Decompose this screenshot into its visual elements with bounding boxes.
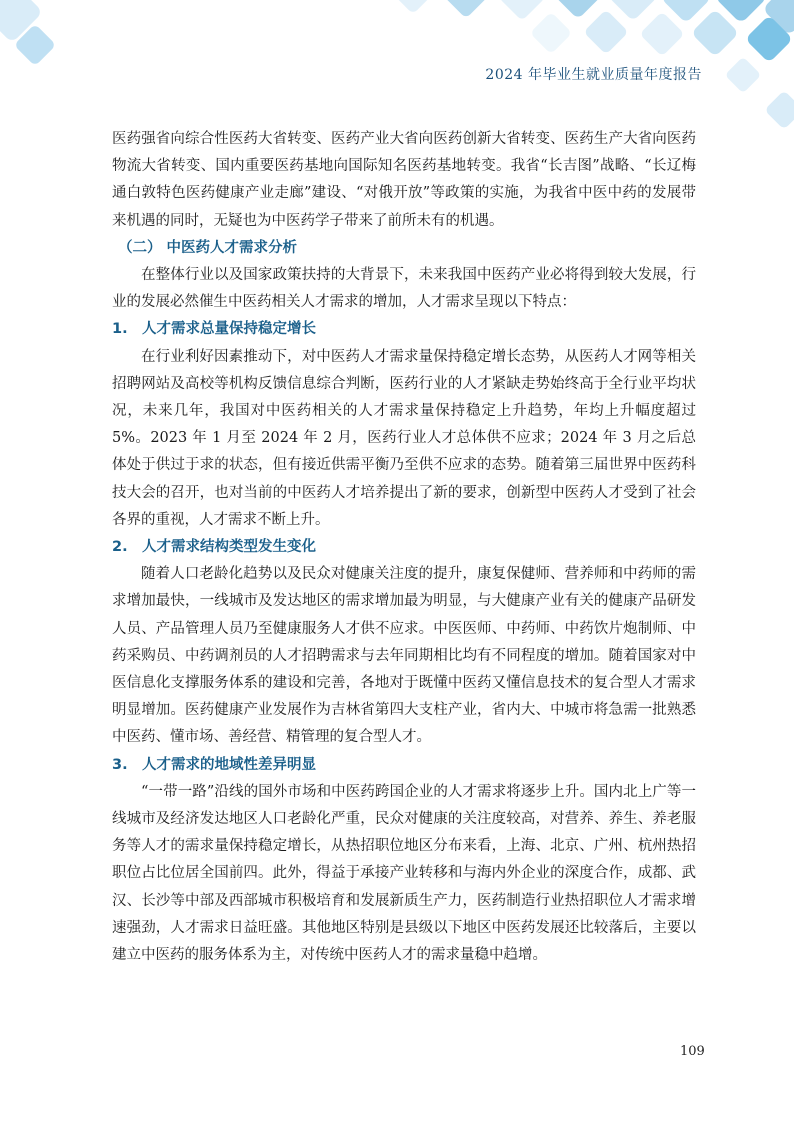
paragraph-overview: 在整体行业以及国家政策扶持的大背景下，未来我国中医药产业必将得到较大发展，行业的发展必然催生中医药相关人才需求的增加，人才需求呈现以下特点： (112, 267, 696, 311)
section-heading-talent-demand: （二） 中医药人才需求分析 (118, 239, 298, 256)
subheading-3-number: 3. (112, 756, 128, 773)
subheading-2 (112, 534, 696, 561)
subheading-3-text: 人才需求的地域性差异明显 (142, 756, 316, 773)
subheading-2-text: 人才需求结构类型发生变化 (142, 539, 316, 556)
page-number: 109 (680, 1044, 705, 1059)
subheading-1-text: 人才需求总量保持稳定增长 (142, 321, 316, 338)
report-header-title: 2024 年毕业生就业质量年度报告 (485, 67, 702, 83)
paragraph-intro-continued: 医药强省向综合性医药大省转变、医药产业大省向医药创新大省转变、医药生产大省向医药物流大省转变、国内重要医药基地向国际知名医药基地转变。我省“长吉图”战略、“长辽梅通白敦特色医药健康产业走廊”建设、“对俄开放”等政策的实施，为我省中医中药的发展带来机遇的同时，无疑也为中医药学子带来了前所未有的机遇。 (112, 131, 696, 229)
paragraph-total-demand: 在行业利好因素推动下，对中医药人才需求量保持稳定增长态势，从医药人才网等相关招聘网站及高校等机构反馈信息综合判断，医药行业的人才紧缺走势始终高于全行业平均状况，未来几年，我国对中医药相关的人才需求量保持稳定上升趋势，年均上升幅度超过 5%。2023 年 1 月至 2024 年 2 月，医药行业人才总体供不应求；2024 年 3 月之后总体处于供过于求的状态，但有接近供需平衡乃至供不应求的态势。随着第三届世界中医药科技大会的召开，也对当前的中医药人才培养提出了新的要求，创新型中医药人才受到了社会各界的重视，人才需求不断上升。 (112, 348, 696, 528)
main-content (112, 126, 696, 969)
paragraph-structure-change: 随着人口老龄化趋势以及民众对健康关注度的提升，康复保健师、营养师和中药师的需求增加最快，一线城市及发达地区的需求增加最为明显，与大健康产业有关的健康产品研发人员、产品管理人员乃至健康服务人才供不应求。中医医师、中药师、中药饮片炮制师、中药采购员、中药调剂员的人才招聘需求与去年同期相比均有不同程度的增加。随着国家对中医信息化支撑服务体系的建设和完善，各地对于既懂中医药又懂信息技术的复合型人才需求明显增加。医药健康产业发展作为吉林省第四大支柱产业，省内大、中城市将急需一批熟悉中医药、懂市场、善经营、精管理的复合型人才。 (112, 566, 696, 746)
paragraph-regional-difference: “一带一路”沿线的国外市场和中医药跨国企业的人才需求将逐步上升。国内北上广等一线城市及经济发达地区人口老龄化严重，民众对健康的关注度较高，对营养、养生、养老服务等人才的需求量保持稳定增长，从热招职位地区分布来看，上海、北京、广州、杭州热招职位占比位居全国前四。此外，得益于承接产业转移和与海内外企业的深度合作，成都、武汉、长沙等中部及西部城市积极培育和发展新质生产力，医药制造行业热招职位人才需求增速强劲，人才需求日益旺盛。其他地区特别是县级以下地区中医药发展还比较落后，主要以建立中医药的服务体系为主，对传统中医药人才的需求量稳中趋增。 (112, 783, 696, 964)
subheading-2-number: 2. (112, 539, 128, 556)
subheading-1 (112, 316, 696, 343)
subheading-1-number: 1. (112, 321, 128, 338)
subheading-3 (112, 752, 696, 779)
